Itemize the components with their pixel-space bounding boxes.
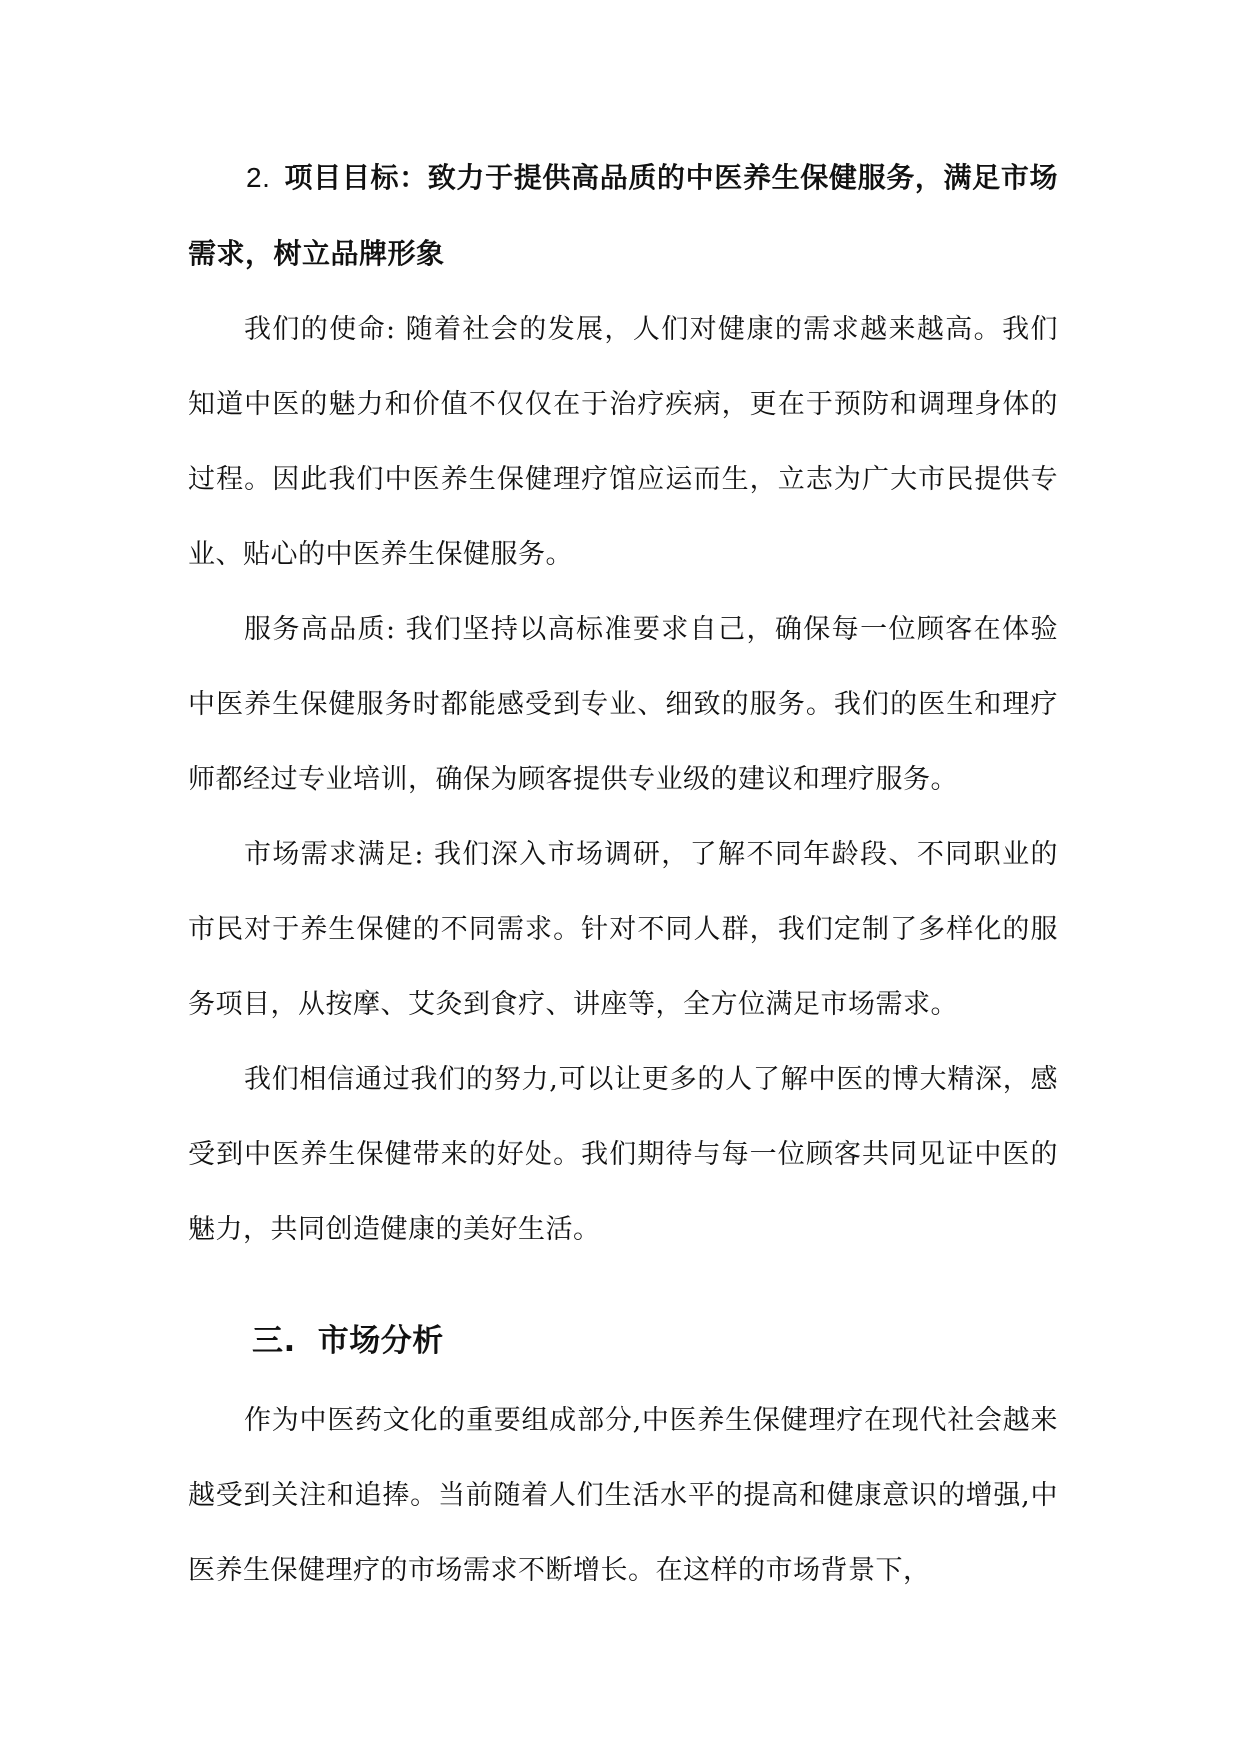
subsection-title: 项目目标：致力于提供高品质的中医养生保健服务，满足市场需求，树立品牌形象	[188, 161, 1058, 270]
paragraph-market-needs: 市场需求满足: 我们深入市场调研，了解不同年龄段、不同职业的市民对于养生保健的不同需求。针对不同人群，我们定制了多样化的服务项目，从按摩、艾灸到食疗、讲座等，全方位满足市场需求。	[188, 839, 1058, 1020]
paragraph-market-analysis: 作为中医药文化的重要组成部分,中医养生保健理疗在现代社会越来越受到关注和追捧。当前随着人们生活水平的提高和健康意识的增强,中医养生保健理疗的市场需求不断增长。在这样的市场背景下，	[188, 1405, 1058, 1586]
paragraph-quality: 服务高品质: 我们坚持以高标准要求自己，确保每一位顾客在体验中医养生保健服务时都能感受到专业、细致的服务。我们的医生和理疗师都经过专业培训，确保为顾客提供专业级的建议和理疗服务。	[188, 614, 1058, 795]
section-number: 三.	[252, 1323, 296, 1359]
paragraph-mission: 我们的使命: 随着社会的发展，人们对健康的需求越来越高。我们知道中医的魅力和价值不仅仅在于治疗疾病，更在于预防和调理身体的过程。因此我们中医养生保健理疗馆应运而生，立志为广大市民提供专业、贴心的中医养生保健服务。	[188, 314, 1058, 570]
paragraph-belief: 我们相信通过我们的努力,可以让更多的人了解中医的博大精深，感受到中医养生保健带来的好处。我们期待与每一位顾客共同见证中医的魅力，共同创造健康的美好生活。	[188, 1064, 1058, 1245]
subsection-heading	[188, 140, 1058, 292]
subsection-number: 2.	[246, 162, 271, 193]
section-heading	[188, 1301, 1058, 1381]
page-content	[188, 140, 1058, 1608]
section-title: 市场分析	[317, 1323, 444, 1359]
